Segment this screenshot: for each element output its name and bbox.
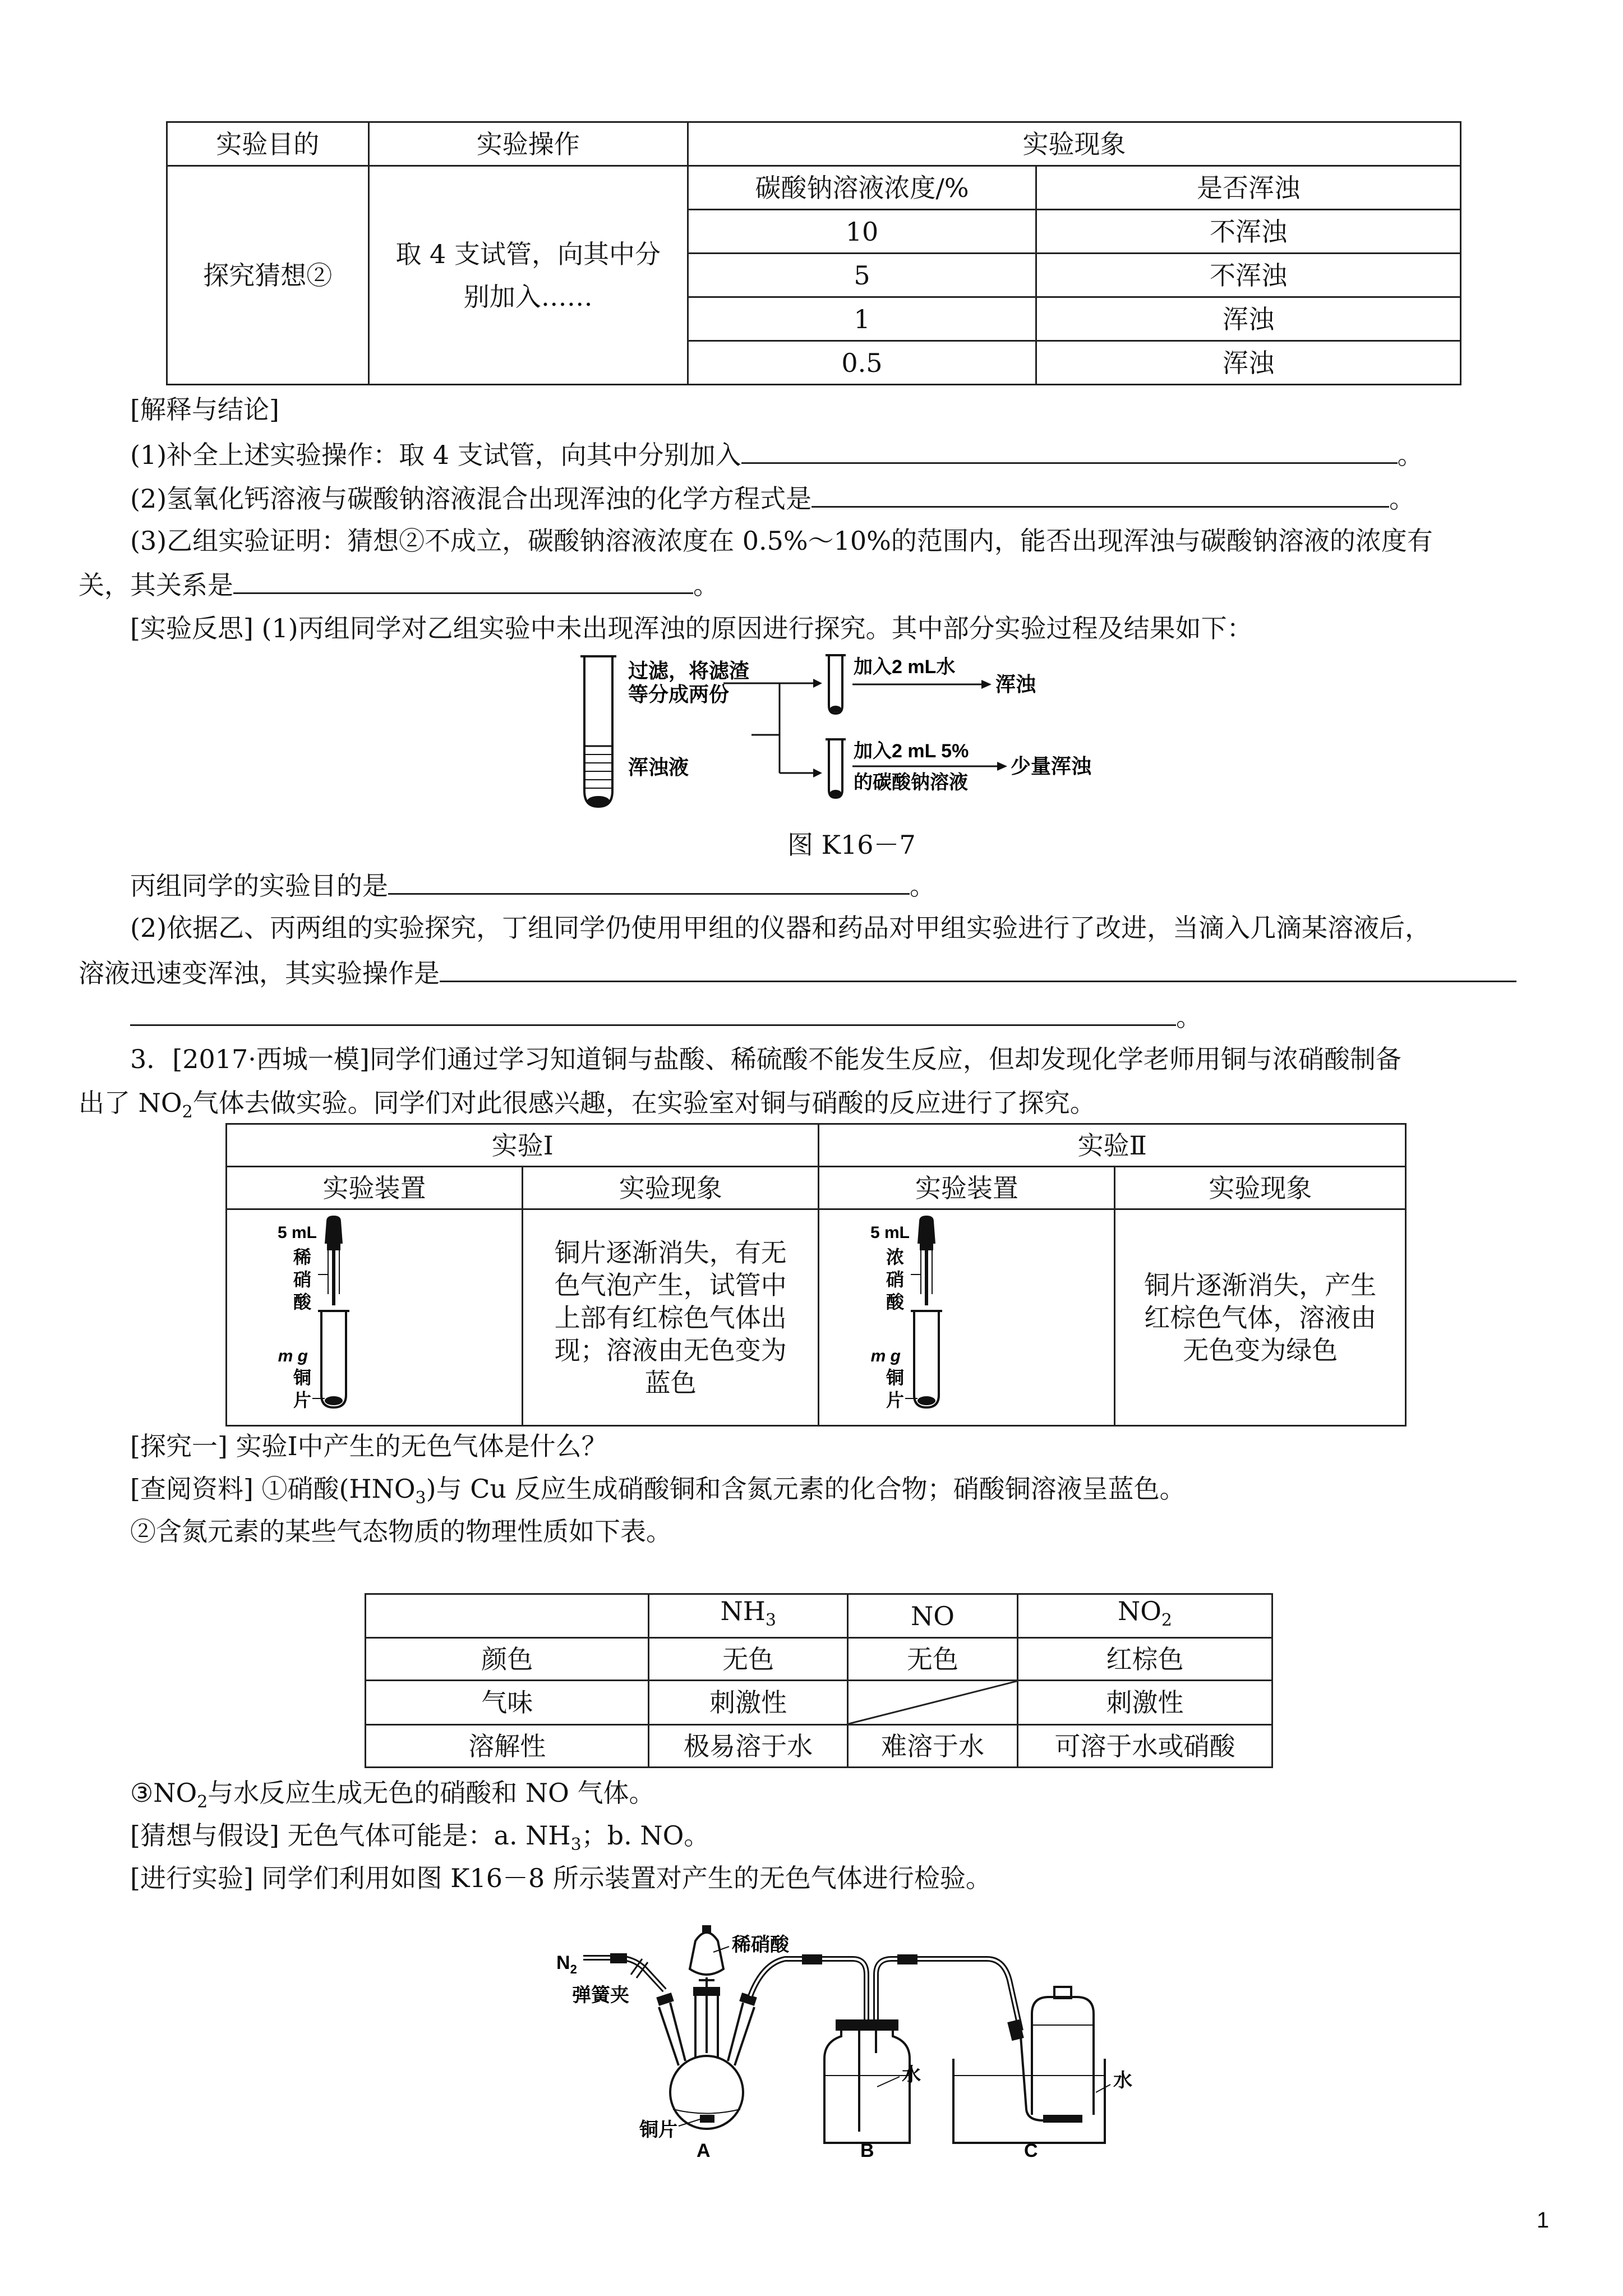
table-cell: 红棕色 bbox=[1017, 1638, 1272, 1681]
copper-piece-icon bbox=[917, 1396, 935, 1405]
question-2b-line3: 。 bbox=[130, 999, 1202, 1034]
figure-k16-7 bbox=[578, 651, 1166, 819]
figure-k16-7-caption: 图 K16－7 bbox=[787, 830, 916, 860]
label-add-na-l2: 的碳酸钠溶液 bbox=[854, 772, 968, 793]
table-cell: 0.5 bbox=[688, 341, 1036, 385]
table-cell: 可溶于水或硝酸 bbox=[1017, 1725, 1272, 1768]
prop-solubility: 溶解性 bbox=[366, 1725, 649, 1768]
question-2b-line1: (2)依据乙、丙两组的实验探究，丁组同学仍使用甲组的仪器和药品对甲组实验进行了改进，当滴入几滴某溶液后， bbox=[130, 913, 1431, 943]
table-cell: 难溶于水 bbox=[847, 1725, 1017, 1768]
answer-blank[interactable] bbox=[811, 480, 1389, 508]
table-cell: 不浑浊 bbox=[1036, 254, 1461, 297]
label-c: C bbox=[1024, 2140, 1038, 2160]
label-result-top: 浑浊 bbox=[995, 673, 1036, 696]
label-filter-l1: 过滤，将滤渣 bbox=[628, 659, 750, 682]
reference-3: $③NO_2$与水反应生成无色的硝酸和 NO 气体。 bbox=[130, 1778, 655, 1812]
label-a: A bbox=[697, 2140, 711, 2160]
header-phenomenon-1: 实验现象 bbox=[522, 1167, 819, 1209]
label-clip: 弹簧夹 bbox=[572, 1985, 629, 2006]
svg-text:5 mL: 5 mL bbox=[278, 1223, 317, 1242]
table-header-nh3: $NH_3$ bbox=[649, 1594, 848, 1638]
answer-blank[interactable] bbox=[233, 567, 693, 594]
dropper-tube-apparatus-2 bbox=[827, 1210, 1107, 1418]
question-3-head-line2: 出了 $NO_2$气体去做实验。同学们对此很感兴趣，在实验室对铜与硝酸的反应进行了探究。 bbox=[79, 1088, 1096, 1122]
bing-purpose: 丙组同学的实验目的是 。 bbox=[130, 867, 935, 903]
label-n2: $N_2$ bbox=[556, 1952, 577, 1976]
funnel-icon bbox=[690, 1932, 723, 1975]
table-cell: 浑浊 bbox=[1036, 297, 1461, 341]
label-add-water: 加入2 mL水 bbox=[854, 656, 956, 678]
test-tube-icon bbox=[914, 1311, 939, 1407]
phenomenon-2-cell: 铜片逐渐消失，产生 红棕色气体，溶液由 无色变为绿色 bbox=[1115, 1209, 1406, 1426]
dropper-bulb-icon bbox=[325, 1216, 343, 1244]
answer-blank[interactable] bbox=[741, 436, 1398, 464]
question-1: (1)补全上述实验操作：取 4 支试管，向其中分别加入 。 bbox=[130, 436, 1423, 472]
table-cell: 刺激性 bbox=[649, 1681, 848, 1725]
collection-bottle-icon bbox=[1032, 1997, 1094, 2115]
svg-text:稀: 稀 bbox=[293, 1247, 312, 1267]
hypothesis: [猜想与假设] 无色气体可能是：a. $NH_3$；b. NO。 bbox=[130, 1820, 710, 1855]
table-cell: 1 bbox=[688, 297, 1036, 341]
figure-k16-8 bbox=[538, 1924, 1155, 2160]
wash-bottle-icon bbox=[824, 2031, 910, 2143]
header-exp1: 实验Ⅰ bbox=[227, 1124, 819, 1167]
label-acid: 稀硝酸 bbox=[732, 1934, 789, 1955]
question-2: (2)氢氧化钙溶液与碳酸钠溶液混合出现浑浊的化学方程式是 。 bbox=[130, 480, 1415, 516]
experiment-table-2 bbox=[225, 1123, 1407, 1427]
svg-text:酸: 酸 bbox=[886, 1292, 904, 1312]
test-tube-icon bbox=[321, 1311, 346, 1407]
svg-text:硝: 硝 bbox=[886, 1269, 904, 1290]
precipitate-icon bbox=[587, 796, 610, 806]
svg-text:酸: 酸 bbox=[293, 1292, 312, 1312]
trough-icon bbox=[953, 2059, 1105, 2143]
question-3-head-line1: 3．[2017·西城一模]同学们通过学习知道铜与盐酸、稀硫酸不能发生反应，但却发现化学老师用铜与浓硝酸制备 bbox=[130, 1044, 1401, 1074]
prop-odor: 气味 bbox=[366, 1681, 649, 1725]
subheader-turbid: 是否浑浊 bbox=[1036, 166, 1461, 210]
table-header-empty bbox=[366, 1594, 649, 1638]
label-result-bottom: 少量浑浊 bbox=[1011, 754, 1092, 777]
test-tube-icon bbox=[829, 739, 842, 798]
cell-purpose: 探究猜想② bbox=[167, 166, 369, 385]
header-purpose: 实验目的 bbox=[167, 122, 369, 166]
label-water-c: 水 bbox=[1113, 2070, 1132, 2091]
table-header-no: NO bbox=[847, 1594, 1017, 1638]
answer-blank[interactable] bbox=[440, 955, 1516, 982]
page-number: 1 bbox=[1537, 2208, 1550, 2233]
svg-text:铜: 铜 bbox=[886, 1368, 904, 1388]
reference-2: ②含氮元素的某些气态物质的物理性质如下表。 bbox=[130, 1516, 672, 1547]
svg-text:m g: m g bbox=[278, 1347, 308, 1365]
table-cell: 浑浊 bbox=[1036, 341, 1461, 385]
dropper-tube-apparatus-1 bbox=[234, 1210, 514, 1418]
svg-text:片: 片 bbox=[293, 1390, 312, 1410]
explain-title: [解释与结论] bbox=[130, 394, 279, 425]
header-phenomenon-2: 实验现象 bbox=[1115, 1167, 1406, 1209]
experiment-table-1 bbox=[166, 121, 1461, 385]
copper-piece-icon bbox=[700, 2115, 714, 2123]
header-operation: 实验操作 bbox=[368, 122, 688, 166]
label-b: B bbox=[860, 2140, 874, 2160]
table-header-no2: $NO_2$ bbox=[1017, 1594, 1272, 1638]
table-cell: 无色 bbox=[649, 1638, 848, 1681]
header-phenomenon: 实验现象 bbox=[688, 122, 1460, 166]
label-copper: 铜片 bbox=[639, 2119, 677, 2141]
test-tube-icon bbox=[829, 655, 842, 714]
phenomenon-1-cell: 铜片逐渐消失，有无 色气泡产生，试管中 上部有红棕色气体出 现；溶液由无色变为 蓝色 bbox=[522, 1209, 819, 1426]
question-3-line1: (3)乙组实验证明：猜想②不成立，碳酸钠溶液浓度在 0.5%～10%的范围内，能否出现浑浊与碳酸钠溶液的浓度有 bbox=[130, 526, 1433, 556]
question-2b-line2: 溶液迅速变浑浊，其实验操作是 bbox=[79, 955, 1516, 990]
svg-text:m g: m g bbox=[870, 1347, 901, 1365]
test-tube-icon bbox=[584, 656, 612, 807]
diagonal-line bbox=[849, 1681, 1017, 1724]
dropper-bulb-icon bbox=[917, 1216, 935, 1244]
properties-table bbox=[365, 1593, 1273, 1768]
table-cell: 无色 bbox=[847, 1638, 1017, 1681]
reference-1: [查阅资料] ①硝酸$(HNO_3)$与 Cu 反应生成硝酸铜和含氮元素的化合物；硝酸铜溶液呈蓝色。 bbox=[130, 1474, 1186, 1508]
prop-color: 颜色 bbox=[366, 1638, 649, 1681]
label-turbid-liquid: 浑浊液 bbox=[628, 756, 689, 779]
table-cell: 刺激性 bbox=[1017, 1681, 1272, 1725]
table-cell: 极易溶于水 bbox=[649, 1725, 848, 1768]
question-3-line2: 关，其关系是 。 bbox=[79, 567, 719, 602]
subheader-concentration: 碳酸钠溶液浓度/% bbox=[688, 166, 1036, 210]
label-water-b: 水 bbox=[902, 2064, 921, 2086]
svg-text:铜: 铜 bbox=[293, 1368, 312, 1388]
cell-operation: 取 4 支试管，向其中分 别加入…… bbox=[368, 166, 688, 385]
svg-text:5 mL: 5 mL bbox=[870, 1223, 910, 1242]
proceed-experiment: [进行实验] 同学们利用如图 K16－8 所示装置对产生的无色气体进行检验。 bbox=[130, 1863, 992, 1893]
svg-text:硝: 硝 bbox=[293, 1269, 312, 1290]
table-cell: 10 bbox=[688, 210, 1036, 254]
answer-blank[interactable] bbox=[130, 999, 1176, 1026]
copper-piece-icon bbox=[325, 1396, 343, 1405]
header-apparatus-2: 实验装置 bbox=[819, 1167, 1115, 1209]
svg-text:片: 片 bbox=[886, 1390, 904, 1410]
explore-1: [探究一] 实验Ⅰ中产生的无色气体是什么？ bbox=[130, 1431, 607, 1461]
table-cell: 5 bbox=[688, 254, 1036, 297]
svg-text:浓: 浓 bbox=[886, 1247, 904, 1267]
diagonal-cell bbox=[847, 1681, 1017, 1725]
label-add-na-l1: 加入2 mL 5% bbox=[854, 740, 969, 762]
table-cell: 不浑浊 bbox=[1036, 210, 1461, 254]
apparatus-2-cell bbox=[819, 1209, 1115, 1426]
reflection-text: [实验反思] (1)丙组同学对乙组实验中未出现浑浊的原因进行探究。其中部分实验过程及结果如下： bbox=[130, 613, 1253, 643]
apparatus-1-cell bbox=[227, 1209, 523, 1426]
label-filter-l2: 等分成两份 bbox=[628, 683, 730, 706]
header-exp2: 实验Ⅱ bbox=[819, 1124, 1406, 1167]
header-apparatus-1: 实验装置 bbox=[227, 1167, 523, 1209]
answer-blank[interactable] bbox=[388, 867, 910, 895]
